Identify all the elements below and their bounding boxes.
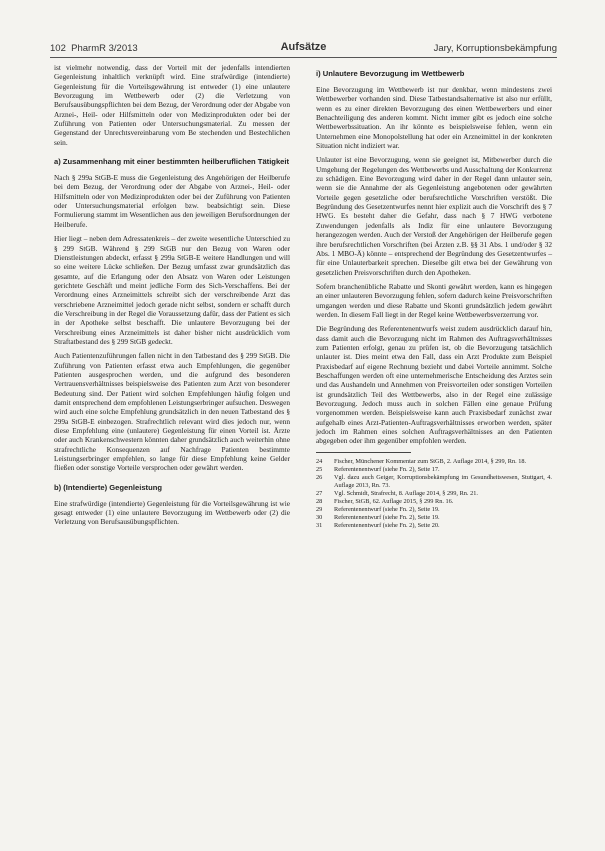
footnote: 24 Fischer, Münchener Kommentar zum StGB, 2. Auflage 2014, § 299, Rn. 18. xyxy=(316,457,527,465)
footnotes xyxy=(316,458,552,530)
paragraph: Sofern branchenübliche Rabatte und Skonti gewährt werden, kann es hingegen an einer unlauteren Bevorzugung fehlen, sofern dadurch keine Preisvorschriften umgangen werden und diese Rabatte und Skonti grundsätzlich jedem gewährt werden. In diesem Fall liegt in der Regel keine Wettbewerbsverzerrung vor. xyxy=(316,281,552,319)
footnote: 28 Fischer, StGB, 62. Auflage 2015, § 299 Rn. 16. xyxy=(316,497,454,505)
right-column xyxy=(316,63,552,530)
footnote: 25 Referentenentwurf (siehe Fn. 2), Seite 17. xyxy=(316,465,440,473)
intro-paragraph: ist vielmehr notwendig, dass der Vorteil mit der jedenfalls intendierten Gegenleistung inhaltlich verknüpft wird. Eine strafwürdige (intendierte) Gegenleistung für die Vorteilsgewährung ist entweder (1) eine unlautere Bevorzugung im Wettbewerb oder (2) die Verletzung von Berufsausübungspflichten bei dem Bezug, der Verordnung oder der Abgabe von Arznei-, Heil- oder Hilfsmitteln oder von Medizinprodukten oder bei der Zuführung von Patienten oder Untersuchungsmaterial. Zu messen der Gegenstand der Unrechtsvereinbarung vom Be stechenden und Bestechlichen sein. xyxy=(54,63,290,147)
heading-i: i) Unlautere Bevorzugung im Wettbewerb xyxy=(316,69,465,78)
left-column xyxy=(54,63,290,532)
header-rule xyxy=(50,57,557,58)
section-title: Aufsätze xyxy=(280,41,327,53)
paragraph: Auch Patientenzuführungen fallen nicht in den Tatbestand des § 299 StGB. Die Zuführung von Patienten erfasst etwa auch Empfehlungen, die gegenüber Patienten ausgesprochen werden, und die aufgrund des besonderen Vertrauensverhältnisses beispielsweise des Patienten zum Arzt von besonderer Bedeutung sind. Der Patient wird solchen Empfehlungen häufig folgen und damit entsprechend dem empfohlenen Leistungserbringer aufsuchen. Deswegen wird auch eine solche Empfehlung grundsätzlich in den neuen Tatbestand des § 299a StGB-E einbezogen. Strafrechtlich relevant wird dies jedoch nur, wenn diese Empfehlung eine (unlautere) Gegenleistung für einen Vorteil ist. Ärzte oder auch Krankenschwestern könnten daher grundsätzlich auch weiterhin ohne strafrechtliche Konsequenzen auf Nachfrage Patienten bestimmte Leistungserbringer empfehlen, so lange für diese Empfehlung keine Gelder fließen oder sonstige Vorteile versprochen oder gewährt werden. xyxy=(54,351,290,473)
footnote: 31 Referentenentwurf (siehe Fn. 2), Seite 20. xyxy=(316,521,440,529)
page-number-journal: 102 PharmR 3/2013 xyxy=(50,43,138,54)
footnote-rule xyxy=(316,452,411,453)
paragraph: Nach § 299a StGB-E muss die Gegenleistung des Angehörigen der Heilberufe bei dem Bezug, der Verordnung oder der Abgabe von Arznei-, Heil- oder Hilfsmitteln oder von Medizinprodukten oder bei der Zuführung von Patienten oder Untersuchungsmaterial erfolgen bzw. beabsichtigt sein. Diese Formulierung stammt im Wesentlichen aus den jeweiligen Berufsordnungen der Heilberufe. xyxy=(54,173,290,229)
paragraph: Unlauter ist eine Bevorzugung, wenn sie geeignet ist, Mitbewerber durch die Umgehung der Regelungen des Wettbewerbs und Ausschaltung der Konkurrenz zu schädigen. Eine Bevorzugung wird daher in der Regel dann unlauter sein, wenn sie die Annahme der als Gegenleistung angebotenen oder gewährten Vorteile gegen gesetzliche oder berufsrechtliche Vorschriften verstößt. Die Begründung des Gesetzentwurfes nennt hier explizit auch die Vorschrift des § 7 HWG. Es besteht daher die Gefahr, dass nach § 7 HWG verbotene Zuwendungen jedenfalls als Indiz für eine unlautere Bevorzugung herangezogen werden. Auch der Verstoß der Angehörigen der Heilberufe gegen ihre berufsrechtlichen Vorschriften (bei Ärzten z.B. §§ 31 Abs. 1 und/oder § 32 Abs. 1 MBO-Ä) könnte – entsprechend der Begründung des Gesetzentwurfes – für eine Unlauterbarkeit sprechen. Dieselbe gilt etwa bei der Gewährung von gesetzlichen Preisvorschriften durch den Apotheken. xyxy=(316,155,552,277)
footnote: 30 Referentenentwurf (siehe Fn. 2), Seite 19. xyxy=(316,513,440,521)
paragraph: Eine strafwürdige (intendierte) Gegenleistung für die Vorteilsgewährung ist wie gesagt entweder (1) eine unlautere Bevorzugung im Wettbewerb oder (2) die Verletzung von Berufsausübungspflichten. xyxy=(54,498,290,527)
heading-b: b) (Intendierte) Gegenleistung xyxy=(54,482,163,492)
page-header xyxy=(50,41,557,57)
paragraph: Die Begründung des Referentenentwurfs weist zudem ausdrücklich darauf hin, dass damit auch die Bevorzugung nicht im Rahmen des Auftragsverhältnisses zum Patienten erfolgt, genau zu prüfen ist, ob die Bevorzugung tatsächlich unlauter ist. Dies meint etwa den Fall, dass ein Arzt Produkte zum Beispiel Praxisbedarf auf eigene Rechnung bezieht und dabei Vorteile annimmt. Solche Beschaffungen werden oft eine unternehmerische Entscheidung des Arztes sein und das Aushandeln und Annehmen von Preisvorteilen oder sonstigen Vorteilen ist grundsätzlich Teil des Wettbewerbs, also in der Regel eine zulässige Bevorzugung. Jedoch muss auch in solchen Fällen eine genaue Prüfung vorgenommen werden. Beispielsweise kann auch Praxisbedarf zunächst zwar aufgehalb eines Arzt-Patienten-Auftragsverhältnisses erworben werden, später jedoch im Rahmen eines solchen Auftragsverhältnisses an den Patienten abgegeben oder ihm gegenüber empfohlen werden. xyxy=(316,324,552,446)
footnote: 26 Vgl. dazu auch Geiger, Korruptionsbekämpfung im Gesundheitswesen, Stuttgart, 4. Auflage 2013, Rn. 73. xyxy=(316,473,552,489)
footnote: 27 Vgl. Schmidt, Strafrecht, 8. Auflage 2014, § 299, Rn. 21. xyxy=(316,489,478,497)
footnote: 29 Referentenentwurf (siehe Fn. 2), Seite 19. xyxy=(316,505,440,513)
heading-a: a) Zusammenhang mit einer bestimmten heilberuflichen Tätigkeit xyxy=(54,157,290,167)
running-author: Jary, Korruptionsbekämpfung xyxy=(433,43,557,54)
paragraph: Eine Bevorzugung im Wettbewerb ist nur denkbar, wenn mindestens zwei Wettbewerber vorhanden sind. Diese Tatbestandsalternative ist also nur erfüllt, wenn es zu einer direkten Bevorzugung des einen Wettbewerbers und einer Benachteiligung des anderen kommt. Nicht immer gibt es jedoch eine solche Wettbewerbssituation. An ihr könnte es beispielsweise fehlen, wenn ein Unternehmen eine Monopolstellung hat oder ein Arzneimittel in der konkreten Situation nicht indiziert war. xyxy=(316,85,552,151)
paragraph: Hier liegt – neben dem Adressatenkreis – der zweite wesentliche Unterschied zu § 299 StGB. Während § 299 StGB nur den Bezug von Waren oder Dienstleistungen abdeckt, erfasst § 299a StGB-E weitere Handlungen und will so eine weitere Lücke schließen. Der Bezug umfasst zwar grundsätzlich das gesamte, auf die Erlangung oder den Absatz von Waren oder Leistungen gerichtete Geschäft und meint jedliche Form des Sich-Verschaffens. Bei der Verordnung eines Arzneimittels schreibt sich der verschreibende Arzt das verschriebene Arzneimittel jedoch gerade nicht selbst, sondern er schafft durch die Verschreibung in der Regel die Voraussetzung dafür, dass der Patient es sich in der Apotheke selbst beschafft. Die unlautere Bevorzugung bei der Verschreibung eines Arzneimittels ist daher bisher nicht ausdrücklich vom Straftatbestand des § 299 StGB gedeckt. xyxy=(54,234,290,346)
